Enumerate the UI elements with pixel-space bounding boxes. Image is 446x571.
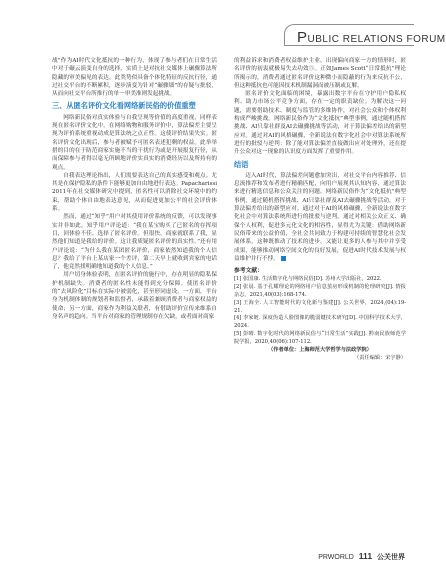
- section-heading: 三、从匿名评价文化看网络新民俗的价值重塑: [52, 101, 196, 111]
- author-affiliation: （作者单位：上海师范大学哲学与法政学院）: [268, 346, 372, 353]
- paragraph: 自我表达理论指出，人们需要表达自己的真实感受和观点。尤其是在保护隐私的条件下能够更加自由地进行表达。Papacharissi 2011年在社交媒体研究中提到，匿名性可以消除社交环境中的约束，帮助个体自由地表达意见，从而促进更加公平的社会评价体系。: [52, 172, 217, 213]
- reference-item: [5] 彭晴. 数字化时代的网络新民俗与“日常生活”实践[J]. 黔南民族师范学院学报，2020,40(06):107-112.: [234, 331, 406, 345]
- reference-item: [1] 张国康. 生活数字化与网络民俗[D]. 苏州大学出版社，2022.: [234, 276, 382, 283]
- references-heading: 参考文献：: [234, 268, 263, 275]
- reference-item: [3] 王海全. 人工智能时代的文化新与鉴建[J]. 公关世界，2024,(04):19-21.: [234, 299, 406, 314]
- footer-brand: PRWORLD: [318, 554, 354, 561]
- publication-name: 公关世界: [377, 553, 405, 561]
- conclusion-heading: 结语: [234, 159, 249, 169]
- paragraph: 然而，通过“知乎”用户对其使用评价系统的反馈，可以发现事实并非如此。知乎用户评论道：“我在某宝购买了已匿名的存挥项目，回体验不佳。选择了匿名评价。但很快，商家就联系了我，显然他们知道是我给的评价。这让我质疑匿名评价的真实性。”还有用户评论说：“为什么我在某团匿名评价，商家依然知道我的个人信息？我给了平台上某店家一个差评，第二天早上就收到宾家的电话了，他竟然找明确地知道我的个人信息。”: [52, 214, 217, 271]
- conclusion-text: 迈入AI时代，算法偏差问题愈加突出，对社交平台内容推荐、信息流推荐和发布者进行精确匹配，向用户展现其认知内容，通过算法来进行精选信息和公众关注的问题。网络新民俗作为“文化抵抗”典型事例，通过随机搭挥挑战、AI只靠社群及AI去碾骤挑战等活动，对于算法偏差给出的新型应对。通过对于AI的风格碾骤，全新说法在数字化社会中对算法系统所进行的批驳与逆判。通过对相关公众正义、确保个人权利，促进多元化文化的相容性，显得尤为关键：借助网络新民俗带来的公益价值，全社会共同致力于构建可持续的智慧化社会发展体系。这种既推动了技术的进步，又能让更多的人参与其中并享受成果，能够推动网络空间文化的良好发展，促进AI时代技术发展与权益维护并行不悖。: [234, 172, 406, 262]
- paragraph: 战”作为AI时代文化抵抗的一种行为，体现了参与者们在日常生活中对于碾云演变自身的选择。实质上是对抗社交媒体上碾骤算法所隐藏的审美偏见的表达。此类势似具备个体化特征的反抗行径，通过社交平台的不断累积，逐步演变为针对“碾骤墙”的存疑与批驳，从而向社交平台所推行的单一审美准则发起挑战。: [52, 58, 217, 98]
- reference-item: [2] 张晨. 基于孔耀理论的网络用户信息茧房形成机制的伦理研究[J]. 情报杂志，2021,40(03):168-174.: [234, 284, 406, 299]
- paragraph: 用户切身体验表明，在匿名评价的施行中，存在明显的隐私保护机制缺失。消费者的匿名性未能得到充分保障。使匿名评价的“去风险化”目标在实际中被弱化，甚至形同虚设。一方面，平台身为机制体制的规划者和监督者，承载着兼顾消费者与商家权益的使命；另一方面，商家作为利益关联者，有借助评价宣传来维系自身名声的趋向。当平台对商家的管理规制存在欠缺，或者面对商家: [52, 272, 217, 320]
- paragraph: [234, 172, 406, 263]
- left-column: [52, 57, 217, 321]
- reference-item: [4] 李家链. 深度伪造人脸图像的脆弱键技术研究[D]. 中国科学技术大学，2024.: [234, 315, 406, 330]
- section-header-title: PUBLIC RELATIONS FORUM: [297, 29, 446, 46]
- paragraph: 网络新民俗对真实体验与自我呈现等价值的高度重视，同样表现在匿名评价文化中。在网络购物和服务评价中，算法偏差主要呈现为评价系统重视动成是算法统之点正性。这使评价结果失实。匿名评价文化出现后，参与者被赋予可匿名表述犯剩的权益。此举举措的目的在于防范商家实施不当的干扰行为或是开展报复行径，从而保障参与者得以毫无所顾地评价实真实的消费经历以及所持有的观点。: [52, 114, 217, 171]
- right-column: [234, 57, 406, 363]
- paragraph: 匿名评价文化面临的困境，暴露出数字平台在守护用户隐私权利、助力市场公平竞争方面，存在一定的职责缺位。为解决这一问题，需要借助技术、制度与监管的多维协作，对社会公众和个体权利构成严峻挑战。网络新民俗作为“文化抵抗”典型事例，通过随机搭挥挑战、AI只靠社群及AI去碾骤挑战等活动，对于算法偏差给出的新型应对。通过对AI的风格碾骤，全新说法在数字化社会中对算法系统所进行的批驳与逆判：除了能对算法偏差直接做出应对处理外，还在提升公众对这一现象的认识度方面发挥了重要作用。: [234, 91, 406, 156]
- page-footer: [318, 551, 405, 562]
- end-mark-icon: [281, 256, 286, 261]
- paragraph: 的利益诉求和消费者权益维护主业，出现偏向商家一方的情形时，匿名评价的初衷就极易失去功效⑤。正如James Scott“日常抵抗”理论所揭示的，消费者通过匿名评价这种微小而隐蔽的行为来反抗不公，但这种抵抗也可能因技术机制漏洞而被压制或瓦解。: [234, 58, 406, 89]
- section-header: [284, 24, 446, 46]
- editor-note: （责任编辑：宋宇静）: [354, 355, 406, 362]
- page-number: 111: [358, 551, 373, 561]
